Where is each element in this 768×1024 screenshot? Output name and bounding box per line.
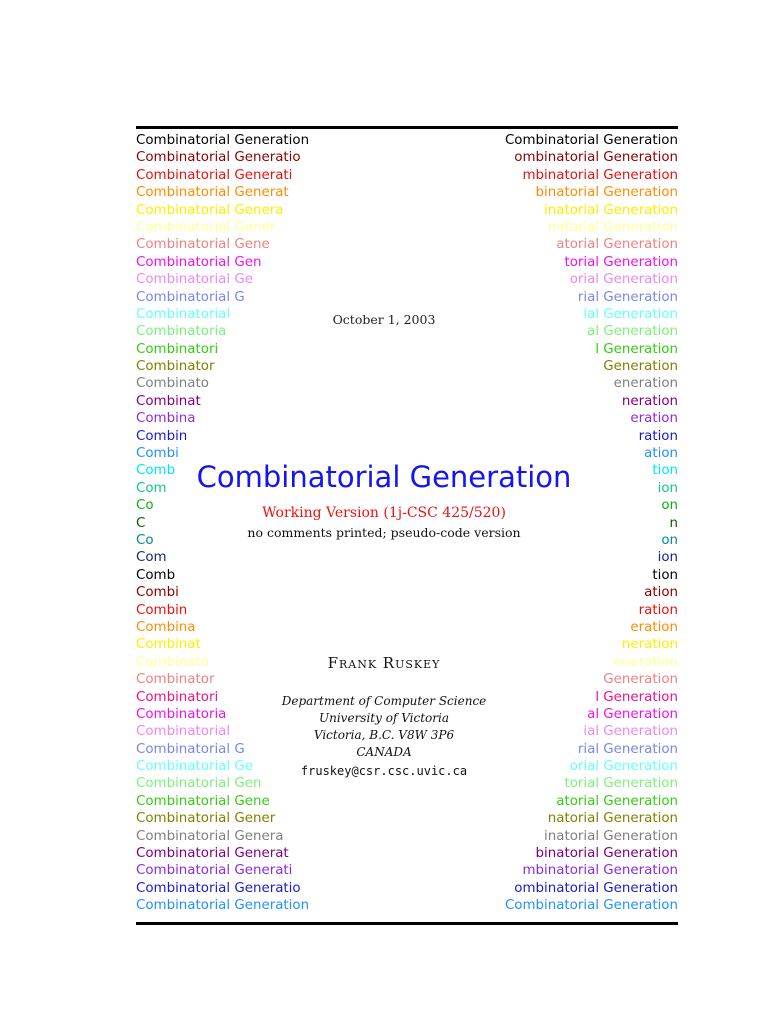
left-word-line: Combinatorial Generation [136, 898, 310, 914]
right-word-line: l Generation [595, 341, 678, 357]
left-word-line: Combi [136, 585, 179, 601]
left-word-line: Combinatoria [136, 324, 227, 340]
left-word-line: Combinatorial Generat [136, 185, 289, 201]
left-word-line: Combinatorial Gene [136, 237, 270, 253]
left-word-line: Combinatorial Generatio [136, 880, 301, 896]
left-word-line: Combinatorial Gener [136, 219, 276, 235]
right-word-line: neration [621, 637, 678, 653]
left-word-line: Combinatoria [136, 706, 227, 722]
right-word-line: Generation [603, 672, 678, 688]
left-word-line: Combinato [136, 376, 209, 392]
left-word-line: Combinat [136, 637, 201, 653]
left-word-line: Comb [136, 463, 176, 479]
right-word-line: Combinatorial Generation [504, 898, 678, 914]
left-word-line: Combinatorial Gen [136, 254, 262, 270]
right-word-line: ation [644, 585, 678, 601]
affiliation-department: Department of Computer Science [281, 694, 487, 708]
right-word-line: atorial Generation [556, 237, 678, 253]
right-word-line: eneration [613, 376, 678, 392]
right-word-line: ion [657, 550, 678, 566]
right-word-line: ion [657, 480, 678, 496]
right-word-line: torial Generation [564, 776, 678, 792]
right-word-line: orial Generation [569, 272, 678, 288]
left-word-line: Combinatorial Gen [136, 776, 262, 792]
right-word-column [418, 132, 678, 915]
left-word-line: Combin [136, 602, 188, 618]
left-word-line: Combinatorial Generati [136, 167, 293, 183]
right-word-line: mbinatorial Generation [522, 863, 678, 879]
left-word-line: Combinatorial G [136, 741, 245, 757]
left-word-line: Combinato [136, 654, 209, 670]
left-word-line: C [136, 515, 146, 531]
left-word-line: Combin [136, 428, 188, 444]
right-word-line: inatorial Generation [544, 202, 678, 218]
affiliation-country: CANADA [356, 745, 412, 759]
left-word-line: Combi [136, 446, 179, 462]
right-word-line: ial Generation [583, 306, 678, 322]
left-word-line: Combinatori [136, 689, 219, 705]
right-word-line: al Generation [587, 706, 678, 722]
left-word-line: Combinatorial Gener [136, 811, 276, 827]
right-word-line: ial Generation [583, 724, 678, 740]
author-name: Frank Ruskey [327, 654, 441, 672]
right-word-line: on [661, 498, 678, 514]
right-word-line: ration [638, 428, 678, 444]
left-word-line: Combinator [136, 672, 215, 688]
left-word-line: Combinatorial Ge [136, 759, 253, 775]
top-rule [136, 126, 678, 129]
left-word-line: Co [136, 498, 154, 514]
left-word-line: Com [136, 480, 167, 496]
right-word-line: ration [638, 602, 678, 618]
left-word-line: Combinatorial Ge [136, 272, 253, 288]
right-word-line: Generation [603, 359, 678, 375]
left-word-line: Combinat [136, 393, 201, 409]
email-address: fruskey@csr.csc.uvic.ca [300, 764, 468, 778]
left-word-line: Combinatorial G [136, 289, 245, 305]
left-word-line: Co [136, 532, 154, 548]
right-word-line: natorial Generation [547, 219, 678, 235]
right-word-line: Combinatorial Generation [504, 133, 678, 148]
right-word-line: inatorial Generation [544, 828, 678, 844]
left-word-line: Combinatorial Generati [136, 863, 293, 879]
date: October 1, 2003 [332, 312, 436, 327]
subtitle: Working Version (1j-CSC 425/520) [262, 505, 506, 521]
right-word-line: tion [652, 463, 678, 479]
left-word-line: Combina [136, 619, 196, 635]
right-word-line: tion [652, 567, 678, 583]
right-word-line: torial Generation [564, 254, 678, 270]
affiliation-university: University of Victoria [319, 711, 449, 725]
left-word-column [136, 132, 396, 915]
left-word-line: Combinatorial Genera [136, 828, 284, 844]
affiliation-city: Victoria, B.C. V8W 3P6 [313, 728, 455, 742]
right-word-line: binatorial Generation [535, 846, 678, 862]
right-word-line: natorial Generation [547, 811, 678, 827]
left-word-line: Combinatorial Genera [136, 202, 284, 218]
right-word-line: n [669, 515, 678, 531]
left-word-line: Combinatorial Generatio [136, 150, 301, 166]
left-word-line: Combinatorial Generation [136, 133, 310, 148]
right-word-line: atorial Generation [556, 793, 678, 809]
right-word-line: eration [630, 411, 678, 427]
left-word-line: Combinatorial Generat [136, 846, 289, 862]
left-word-line: Com [136, 550, 167, 566]
right-word-line: binatorial Generation [535, 185, 678, 201]
right-word-line: l Generation [595, 689, 678, 705]
right-word-line: rial Generation [577, 741, 678, 757]
right-word-line: rial Generation [577, 289, 678, 305]
left-word-line: Combinatori [136, 341, 219, 357]
left-word-line: Combinatorial [136, 306, 231, 322]
right-word-line: ombinatorial Generation [514, 880, 678, 896]
right-word-line: ombinatorial Generation [514, 150, 678, 166]
right-word-line: eration [630, 619, 678, 635]
left-word-line: Combinatorial Gene [136, 793, 270, 809]
left-word-line: Comb [136, 567, 176, 583]
right-word-line: eneration [613, 654, 678, 670]
version-note: no comments printed; pseudo-code version [247, 525, 521, 540]
bottom-rule [136, 922, 678, 925]
page-title: Combinatorial Generation [196, 460, 572, 494]
right-word-line: ation [644, 446, 678, 462]
right-word-line: mbinatorial Generation [522, 167, 678, 183]
left-word-line: Combina [136, 411, 196, 427]
left-word-line: Combinator [136, 359, 215, 375]
right-word-line: on [661, 532, 678, 548]
right-word-line: neration [621, 393, 678, 409]
right-word-line: al Generation [587, 324, 678, 340]
right-word-line: orial Generation [569, 759, 678, 775]
left-word-line: Combinatorial [136, 724, 231, 740]
